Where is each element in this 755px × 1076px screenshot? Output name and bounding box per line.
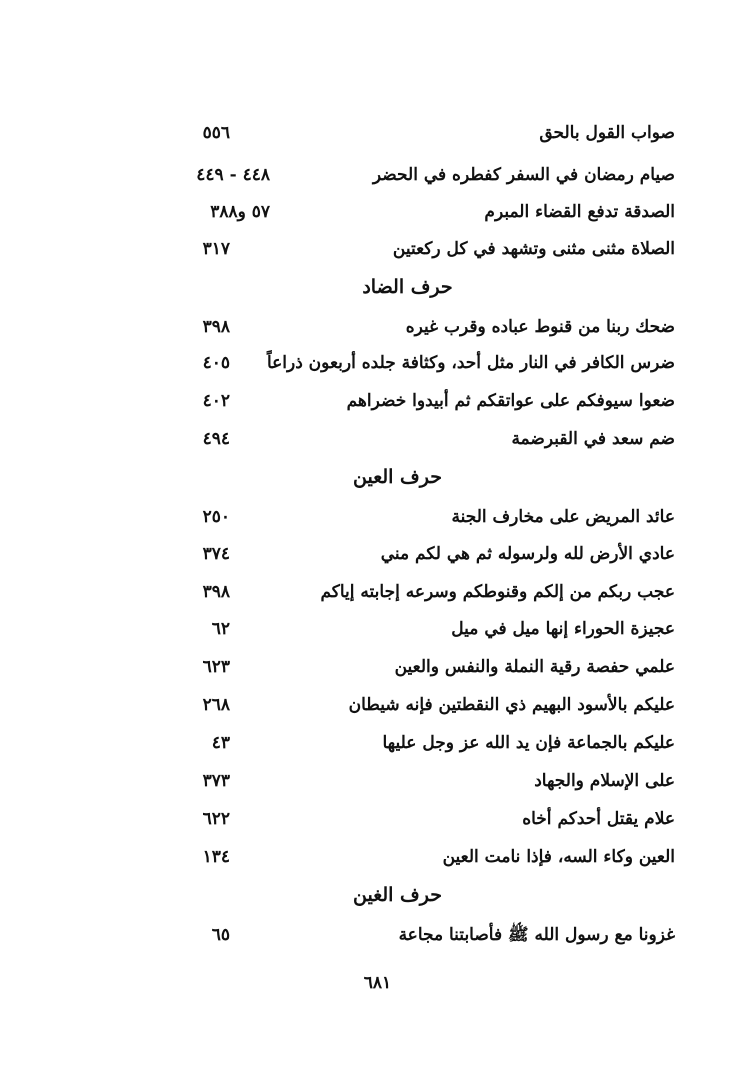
entry-text: العين وكاء السه، فإذا نامت العين — [442, 847, 675, 867]
entry-text: الصدقة تدفع القضاء المبرم — [484, 202, 675, 222]
entry-text: عجيزة الحوراء إنها ميل في ميل — [451, 619, 675, 639]
index-entry — [110, 539, 675, 569]
entry-page-ref: ٣١٧ — [202, 239, 230, 259]
entry-page-ref: ٤٠٢ — [202, 391, 230, 411]
index-entry — [110, 234, 675, 264]
entry-text: ضعوا سيوفكم على عواتقكم ثم أبيدوا خضراهم — [346, 391, 675, 411]
entry-page-ref: ٣٧٤ — [202, 544, 230, 564]
entry-page-ref: ٦٢ — [211, 619, 230, 639]
page-number: ٦٨١ — [363, 973, 392, 993]
section-heading-ain: حرف العين — [353, 466, 442, 488]
index-entry — [110, 690, 675, 720]
entry-text: الصلاة مثنى مثنى وتشهد في كل ركعتين — [392, 239, 675, 259]
entry-page-ref: ٥٧ و٣٨٨ — [210, 202, 270, 222]
index-entry — [110, 766, 675, 796]
entry-page-ref: ٣٧٣ — [202, 771, 230, 791]
index-entry — [110, 118, 675, 148]
entry-page-ref: ٢٦٨ — [202, 695, 230, 715]
index-entry — [110, 312, 675, 342]
entry-page-ref: ٥٥٦ — [202, 123, 230, 143]
entry-text: ضحك ربنا من قنوط عباده وقرب غيره — [405, 317, 675, 337]
index-entry — [110, 160, 675, 190]
index-entry — [110, 842, 675, 872]
entry-text: عادي الأرض لله ولرسوله ثم هي لكم مني — [380, 544, 675, 564]
entry-page-ref: ٤٤٨ - ٤٤٩ — [196, 165, 270, 185]
index-entry — [110, 424, 675, 454]
entry-text: عليكم بالأسود البهيم ذي النقطتين فإنه شيطان — [348, 695, 675, 715]
index-entry — [110, 804, 675, 834]
entry-text: عجب ربكم من إلكم وقنوطكم وسرعه إجابته إياكم — [320, 582, 675, 602]
entry-text: غزونا مع رسول الله ﷺ فأصابتنا مجاعة — [398, 925, 675, 945]
entry-page-ref: ٦٢٢ — [202, 809, 230, 829]
entry-text: ضم سعد في القبرضمة — [511, 429, 675, 449]
section-heading-dad: حرف الضاد — [362, 276, 453, 298]
entry-page-ref: ٤٩٤ — [202, 429, 230, 449]
entry-text: علمي حفصة رقية النملة والنفس والعين — [394, 657, 675, 677]
index-entry — [110, 577, 675, 607]
entry-text: صواب القول بالحق — [539, 123, 675, 143]
entry-page-ref: ١٣٤ — [202, 847, 230, 867]
entry-page-ref: ٣٩٨ — [202, 582, 230, 602]
index-entry — [110, 728, 675, 758]
entry-page-ref: ٣٩٨ — [202, 317, 230, 337]
entry-page-ref: ٦٥ — [211, 925, 230, 945]
index-entry — [110, 197, 675, 227]
index-entry — [110, 348, 675, 378]
index-entry — [110, 386, 675, 416]
entry-text: عائد المريض على مخارف الجنة — [451, 507, 675, 527]
entry-text: صيام رمضان في السفر كفطره في الحضر — [372, 165, 675, 185]
section-heading-ghain: حرف الغين — [353, 884, 442, 906]
entry-text: ضرس الكافر في النار مثل أحد، وكثافة جلده أربعون ذراعاً — [266, 353, 675, 373]
entry-page-ref: ٤٣ — [211, 733, 230, 753]
entry-text: علام يقتل أحدكم أخاه — [522, 809, 675, 829]
entry-text: عليكم بالجماعة فإن يد الله عز وجل عليها — [382, 733, 675, 753]
entry-text: على الإسلام والجهاد — [534, 771, 675, 791]
index-entry — [110, 920, 675, 950]
entry-page-ref: ٢٥٠ — [202, 507, 230, 527]
entry-page-ref: ٤٠٥ — [202, 353, 230, 373]
index-entry — [110, 652, 675, 682]
entry-page-ref: ٦٢٣ — [202, 657, 230, 677]
index-entry — [110, 614, 675, 644]
index-entry — [110, 502, 675, 532]
